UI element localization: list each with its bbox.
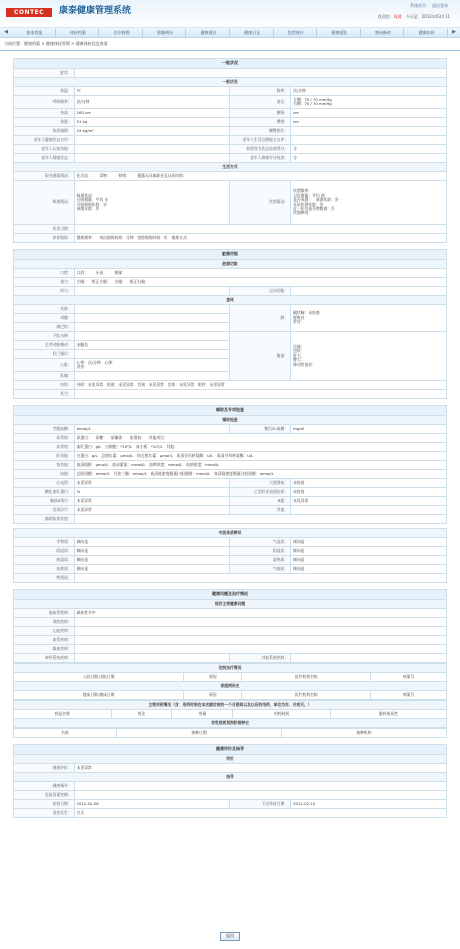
problems-cerebro: 脑血管疾病：	[14, 609, 75, 618]
tcm-v: 倾向是	[291, 556, 447, 565]
table-cell	[74, 314, 230, 323]
aux-hbsag: 乙型肝炎表面抗原：	[230, 488, 291, 497]
back-button[interactable]: 返回	[220, 932, 240, 941]
aux-us: B超：	[230, 497, 291, 506]
vacc_head-2: 接种机构	[281, 729, 446, 738]
general-temp: 体温：	[14, 87, 75, 96]
main-nav	[0, 28, 460, 38]
aux-ecg_v: 未见异常	[74, 479, 230, 488]
table-cell	[74, 574, 446, 583]
table-cell	[74, 69, 446, 78]
nav-basic[interactable]: 基本档案	[14, 29, 56, 37]
aux-lipid_v: 总胆固醇：mmol/L 甘油三酯：mmol/L 血清低密度脂蛋白胆固醇：mmol/L 血清高密度脂蛋白胆固醇：mmol/L	[74, 470, 446, 479]
table-cell	[74, 154, 230, 163]
assess-risk: 危险因素控制：	[14, 791, 75, 800]
aux-hba1c: 糖化血红蛋白：	[14, 488, 75, 497]
aux-urine: 尿常规：	[14, 434, 75, 443]
tcm-yangxu: 阳虚质：	[14, 547, 75, 556]
aux-ecg: 心电图：	[14, 479, 75, 488]
organ-table	[13, 249, 447, 399]
tcm-xueyu: 血瘀质：	[14, 565, 75, 574]
aux-xray_v: 未见异常	[74, 497, 230, 506]
nav-advice[interactable]: 健康建议	[188, 29, 230, 37]
bed_head-3: 病案号	[371, 691, 447, 700]
general-pulse: 脉率：	[230, 87, 291, 96]
exam-gyn_v: 外阴：未见异常 阴道：未见异常 宫颈：未见异常 宫体：未见异常 附件：未见异常	[74, 381, 446, 390]
meds_head-4: 服药依从性	[330, 710, 446, 719]
sections-organ: 脏器功能	[14, 260, 447, 269]
general-resp: 呼吸频率：	[14, 96, 75, 109]
contec-logo: CONTEC	[6, 8, 52, 17]
exam-dorsal: 足背动脉搏动：	[14, 341, 75, 350]
table-cell	[74, 287, 230, 296]
sections-home_bed: 家庭病床史	[14, 682, 447, 691]
aux-table	[13, 405, 447, 583]
aux-cervix: 宫颈涂片：	[14, 506, 75, 515]
lifestyle-smoke: 吸烟情况：	[14, 181, 75, 225]
table-cell	[74, 225, 446, 234]
nav-knowledge[interactable]: 健康知识	[406, 29, 448, 37]
general-weight: 体重：	[14, 118, 75, 127]
table-cell	[74, 782, 446, 791]
tcm-v: 倾向是	[291, 547, 447, 556]
general-resp_u: 次/分钟	[74, 96, 230, 109]
problems-neuro: 神经系统疾病：	[14, 654, 75, 663]
problems-other_sys: 其他系统疾病：	[230, 654, 291, 663]
table-cell	[291, 654, 447, 663]
table-cell	[74, 350, 230, 359]
sections-organ: 脏器功能	[14, 250, 447, 260]
general-whr: 腰臀围比：	[230, 127, 291, 136]
exam-gyn: 妇科：	[14, 381, 75, 390]
exam-abdomen_v-4: 移动性浊音：	[293, 361, 316, 367]
tcm-v: 倾向是	[74, 538, 230, 547]
aux-fob: 大便潜血：	[230, 479, 291, 488]
lifestyle-drink_v-3: 开始饮酒年龄：岁	[293, 201, 324, 207]
general-elder_care: 老年人生活自理能力自评：	[230, 136, 291, 145]
organ-vision_v: 左眼： 矫正左眼： 右眼： 矫正右眼：	[74, 278, 446, 287]
aux-xray: 胸部X线片：	[14, 497, 75, 506]
exam-abdomen_v-2: 肝大：	[293, 352, 305, 358]
general-table	[13, 58, 447, 243]
assess-guide: 健康指导：	[14, 782, 75, 791]
exam-anus: 肛门指诊：	[14, 350, 75, 359]
general-symptom: 症状：	[14, 69, 75, 78]
meds_head-1: 用法	[111, 710, 172, 719]
aux-liver: 肝功能：	[14, 452, 75, 461]
exam-abdomen_v-3: 脾大：	[293, 357, 305, 363]
sections-problems_sub: 现存主要健康问题	[14, 600, 447, 609]
assess-doctor_v: 白天	[74, 809, 446, 818]
table-cell	[74, 515, 446, 524]
general-depress_v: 分	[291, 154, 447, 163]
exam-other: 其它：	[14, 390, 75, 399]
sections-assess: 健康评价及指导	[14, 745, 447, 755]
exam-murmur: 杂音：	[76, 364, 88, 369]
table-cell	[291, 332, 447, 381]
exam-heart: 心脏：	[14, 359, 75, 372]
header-date_text: 今天是：2012年03月11	[405, 14, 450, 19]
organ-vision: 视力：	[14, 278, 75, 287]
aux-pbg_u: mg/dl	[291, 425, 447, 434]
aux-lipid: 血脂：	[14, 470, 75, 479]
table-cell	[74, 627, 446, 636]
table-cell	[291, 287, 447, 296]
organ-motor: 运动功能：	[230, 287, 291, 296]
general-bp: 血压：	[230, 96, 291, 109]
exam-lung_v-1: 呼吸音：	[293, 314, 309, 320]
sections-guide_sub: 指导	[14, 773, 447, 782]
assess-next: 下次体检日期：	[230, 800, 291, 809]
aux-pbg: 餐后2h血糖：	[230, 425, 291, 434]
sections-problems: 健康问题及治疗情况	[14, 590, 447, 600]
general-temp_u: ℃	[74, 87, 230, 96]
lifestyle-drink_v-0: 饮酒频率：	[293, 188, 313, 194]
table-cell	[74, 181, 230, 225]
sections-meds: 主要用药情况（含：用药时间在本次随访前的一个月期间以及以后的用药，单位为年、月或天。）	[14, 701, 447, 710]
section-general: 一般状况	[14, 59, 447, 69]
nav-image[interactable]: 影像病历	[145, 29, 187, 37]
bed_head-0: 建床日期-撤床日期	[14, 691, 184, 700]
aux-kidney: 肾功能：	[14, 461, 75, 470]
general-mmse: 简要智力状态检查得分：	[230, 145, 291, 154]
header	[0, 0, 460, 28]
general-depress: 老年人抑郁评分检查：	[230, 154, 291, 163]
assess-date: 体检日期：	[14, 800, 75, 809]
lifestyle-exercise: 体育锻炼：	[14, 234, 75, 243]
hosp_head-2: 医疗机构名称	[242, 673, 371, 682]
tcm-shire: 湿热质：	[230, 556, 291, 565]
lifestyle-smoke_v-2: 开始吸烟年龄：岁	[76, 201, 107, 207]
problems-eye: 眼部疾病：	[14, 645, 75, 654]
general-hip_u: cm	[291, 118, 447, 127]
exam-lymph: 淋巴结：	[14, 323, 75, 332]
problems-kidney_d: 肾脏疾病：	[14, 618, 75, 627]
organ-mouth_v: 口唇： 牙齿： 咽部：	[74, 269, 446, 278]
general-bmi_v: 19 kg/m²	[74, 127, 230, 136]
lifestyle-smoke_v-3: 戒烟年龄：岁	[76, 205, 100, 211]
hosp_head-1: 原因	[184, 673, 242, 682]
vacc-table	[13, 728, 447, 738]
sections-assess_sub: 评价	[14, 755, 447, 764]
username: 周波	[393, 14, 402, 19]
lifestyle-drink_v-1: 日饮酒量：平均 两	[293, 192, 325, 198]
tcm-pinghe: 平和质：	[14, 538, 75, 547]
problems-table	[13, 589, 447, 663]
general-bp_l: 左侧：70 / 70 mmHg	[293, 96, 332, 102]
sections-aux: 辅助及专项检查	[14, 406, 447, 416]
tcm-v: 倾向是	[74, 565, 230, 574]
hosp-table	[13, 663, 447, 700]
tcm-v: 倾向是	[74, 556, 230, 565]
exam-lung_v-0: 桶状胸：未检查	[293, 310, 320, 316]
general-height_v: 160 cm	[74, 109, 230, 118]
lifestyle-occup: 职业暴露情况：	[14, 172, 75, 181]
table-cell	[291, 96, 447, 109]
tcm-v: 倾向是	[74, 547, 230, 556]
table-cell	[74, 136, 230, 145]
sections-vacc: 非免疫规划预防接种史	[14, 719, 447, 728]
sections-aux_sub: 辅助检查	[14, 416, 447, 425]
aux-hbsag_v: 未检查	[291, 488, 447, 497]
aux-kidney_v: 血清肌酐：μmol/L 血尿素氮：mmol/L 血钾浓度：mmol/L 血钠浓度：mmol/L	[74, 461, 446, 470]
lifestyle-drink_v-5: 饮酒种类：	[293, 210, 313, 216]
exam-sclera: 巩膜：	[14, 314, 75, 323]
breadcrumb: 当前位置：健康档案 > 健康体检管理 > 健康体检信息查看	[4, 41, 108, 46]
table-cell	[74, 305, 230, 314]
exam-form	[13, 58, 447, 818]
exam-abdomen: 腹部：	[230, 332, 291, 381]
hosp_head-3: 病案号	[371, 673, 447, 682]
lifestyle-drink: 饮酒情况：	[230, 181, 291, 225]
general-elder_emo: 老年人情感状态：	[14, 154, 75, 163]
home-link[interactable]: 系统首页	[410, 3, 426, 8]
general-pulse_u: 次/分钟	[291, 87, 447, 96]
exam-edema: 下肢水肿：	[14, 332, 75, 341]
table-cell	[291, 181, 447, 225]
assess-table	[13, 744, 447, 818]
general-waist: 腰围：	[230, 109, 291, 118]
table-cell	[74, 636, 446, 645]
tcm-v: 倾向是	[291, 538, 447, 547]
table-cell	[74, 654, 230, 663]
logout-link[interactable]: 退出登录	[432, 3, 448, 8]
meds-table	[13, 700, 447, 728]
tcm-yinxu: 阴虚质：	[230, 547, 291, 556]
table-cell	[291, 127, 447, 136]
nav-password[interactable]: 密码修改	[363, 29, 405, 37]
aux-blood: 血常规：	[14, 443, 75, 452]
sections-exam: 查体	[14, 296, 447, 305]
aux-us_v: 未见异常	[291, 497, 447, 506]
lifestyle-smoke_v-0: 吸烟状况：	[76, 192, 96, 198]
user-line	[378, 15, 450, 20]
sections-tcm: 中医体质辨识	[14, 529, 447, 538]
general-mmse_v: 分	[291, 145, 447, 154]
general-height: 身高：	[14, 109, 75, 118]
bed_head-2: 医疗机构名称	[242, 691, 371, 700]
lifestyle-diet: 饮食习惯：	[14, 225, 75, 234]
assess-doctor: 责任医生：	[14, 809, 75, 818]
aux-liver_v: 白蛋白：g/L 总胆红素：μmol/L 结合胆红素：μmol/L 血清谷丙转氨酶：U/L 血清谷草转氨酶：U/L	[74, 452, 446, 461]
exam-breast: 乳腺：	[14, 372, 75, 381]
aux-other_aux: 其他：	[230, 506, 291, 515]
aux-blood_v: 血红蛋白：g/L 白细胞：*10⁹/L 血小板：*10⁹/L 其他：	[74, 443, 446, 452]
table-cell	[291, 305, 447, 332]
lifestyle-exercise_v: 锻炼频率： 每次锻炼时间：分钟 坚持锻炼时间：年 锻炼方式：	[74, 234, 446, 243]
divider	[0, 50, 460, 51]
aux-urine_v: 尿蛋白： 尿糖： 尿酮体： 尿潜血： 其他项目：	[74, 434, 446, 443]
tcm-tebing: 特禀质：	[14, 574, 75, 583]
assess-date_v: 2012-02-08	[74, 800, 230, 809]
table-cell	[74, 323, 230, 332]
aux-aux_other: 辅助检查其他：	[14, 515, 75, 524]
tcm-v: 倾向是	[291, 565, 447, 574]
tcm-tanshi: 痰湿质：	[14, 556, 75, 565]
lifestyle-drink_v-2: 是否戒酒： 戒酒年龄：岁	[293, 197, 339, 203]
table-cell	[74, 791, 446, 800]
problems-heart_d: 心脏疾病：	[14, 627, 75, 636]
table-cell	[74, 372, 230, 381]
nav-trend[interactable]: 趋势统计	[276, 29, 318, 37]
general-elder_health: 老年人健康状态自评：	[14, 136, 75, 145]
problems-cerebro_v: 缺血性卒中	[74, 609, 446, 618]
sections-lifestyle: 生活方式	[14, 163, 447, 172]
table-cell	[74, 332, 230, 341]
tcm-qiyu: 气郁质：	[230, 565, 291, 574]
exam-heart_v: 心率：次/分钟 心律：	[76, 359, 116, 365]
meds_head-3: 用药时间	[233, 710, 331, 719]
exam-lung: 肺：	[230, 305, 291, 332]
nav-consult[interactable]: 会诊病例	[101, 29, 143, 37]
vacc_head-1: 接种日期	[116, 729, 281, 738]
nav-exam[interactable]: 体检档案	[58, 29, 100, 37]
system-title: 康泰健康管理系统	[59, 6, 132, 16]
aux-fob_v: 未检查	[291, 479, 447, 488]
exam-skin: 皮肤：	[14, 305, 75, 314]
assess-eval: 健康评价：	[14, 764, 75, 773]
organ-mouth: 口腔：	[14, 269, 75, 278]
nav-right-arrow-icon[interactable]: ▶	[452, 28, 456, 35]
bed_head-1: 原因	[184, 691, 242, 700]
assess-eval_v: 未见异常	[74, 764, 446, 773]
aux-hba1c_u: %	[74, 488, 230, 497]
table-cell	[74, 618, 446, 627]
meds_head-0: 药品名称	[14, 710, 112, 719]
lifestyle-smoke_v-1: 日吸烟量：平均 支	[76, 197, 109, 203]
problems-vessel: 血管疾病：	[14, 636, 75, 645]
table-cell	[291, 506, 447, 515]
exam-dorsal_v: 未触及	[74, 341, 230, 350]
vacc_head-0: 名称	[14, 729, 117, 738]
exam-abdomen_v-0: 压痛：	[293, 344, 305, 350]
exam-abdomen_v-1: 包块：	[293, 348, 305, 354]
table-cell	[74, 390, 446, 399]
general-bmi: 体质指数：	[14, 127, 75, 136]
header-welcome_prefix: 欢迎您：	[377, 14, 394, 19]
table-cell	[74, 645, 446, 654]
lifestyle-drink_v-4: 近一年内是否曾醉酒：否	[293, 205, 335, 211]
nav-diary[interactable]: 健康日记	[232, 29, 274, 37]
exam-lung_v-2: 罗音：	[293, 319, 305, 325]
assess-next_v: 2012-02-10	[291, 800, 447, 809]
aux-cervix_v: 未见异常	[74, 506, 230, 515]
lifestyle-occup_v: 化学品： 毒物： 射线： 暴露无具体职业及从业时间：	[74, 172, 446, 181]
meds_head-2: 用量	[172, 710, 233, 719]
nav-left-arrow-icon[interactable]: ◀	[4, 28, 8, 35]
aux-fbg: 空腹血糖：	[14, 425, 75, 434]
aux-fbg_u: mmol/L	[74, 425, 230, 434]
table-cell	[291, 136, 447, 145]
hosp_head-0: 入院日期-出院日期	[14, 673, 184, 682]
table-cell	[74, 359, 230, 372]
table-cell	[74, 145, 230, 154]
sections-hosp: 住院治疗情况	[14, 664, 447, 673]
general-weight_v: 51 kg	[74, 118, 230, 127]
general-hip: 臀围：	[230, 118, 291, 127]
sections-general_sub: 一般状况	[14, 78, 447, 87]
general-bp_r: 右侧：70 / 70 mmHg	[293, 101, 332, 106]
general-elder_cog: 老年人认知功能：	[14, 145, 75, 154]
tcm-qixu: 气虚质：	[230, 538, 291, 547]
general-waist_u: cm	[291, 109, 447, 118]
organ-hearing: 听力：	[14, 287, 75, 296]
nav-team[interactable]: 健康团队	[319, 29, 361, 37]
